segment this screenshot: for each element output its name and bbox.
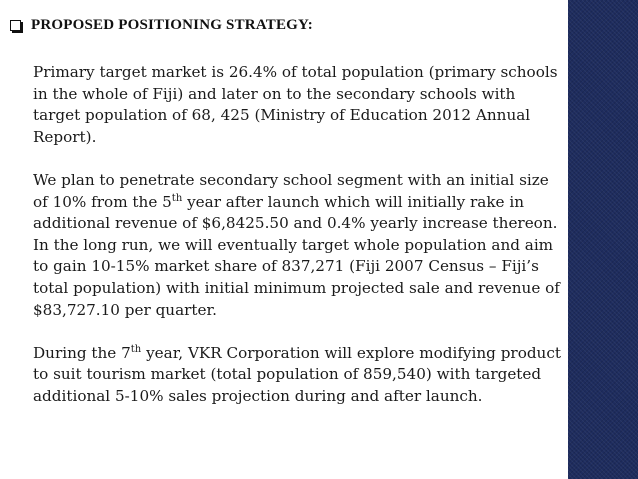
paragraph-penetration-plan-start: We plan to penetrate secondary school segment with an initial size of 10% from the 5 — [33, 170, 549, 211]
paragraph-primary-target — [33, 62, 563, 148]
body-text — [33, 62, 563, 429]
checkbox-bullet-icon — [10, 20, 21, 31]
paragraph-tourism-market — [33, 343, 563, 408]
paragraph-penetration-plan — [33, 170, 563, 321]
paragraph-penetration-plan-end: year after launch which will initially rake in additional revenue of $6,8425.50 and 0.4% yearly increase thereon. In the long run, we will eventually target whole population and aim to gain 10-15% market share of 837,271 (Fiji 2007 Census – Fiji’s total population) with initial minimum projected sale and revenue of $83,727.10 per quarter. — [33, 192, 560, 319]
ordinal-suffix: th — [130, 343, 142, 355]
decorative-sidebar — [568, 0, 638, 479]
paragraph-primary-target-text: Primary target market is 26.4% of total population (primary schools in the whole of Fiji) and later on to the secondary schools with target population of 68, 425 (Ministry of Education 2012 Annual Report). — [33, 63, 558, 146]
heading-text: PROPOSED POSITIONING STRATEGY: — [31, 17, 313, 33]
paragraph-tourism-market-start: During the 7 — [33, 343, 131, 362]
paragraph-tourism-market-end: year, VKR Corporation will explore modifying product to suit tourism market (total population of 859,540) with targeted additional 5-10% sales projection during and after launch. — [33, 343, 561, 405]
slide-heading — [10, 17, 313, 34]
ordinal-suffix: th — [171, 192, 183, 204]
